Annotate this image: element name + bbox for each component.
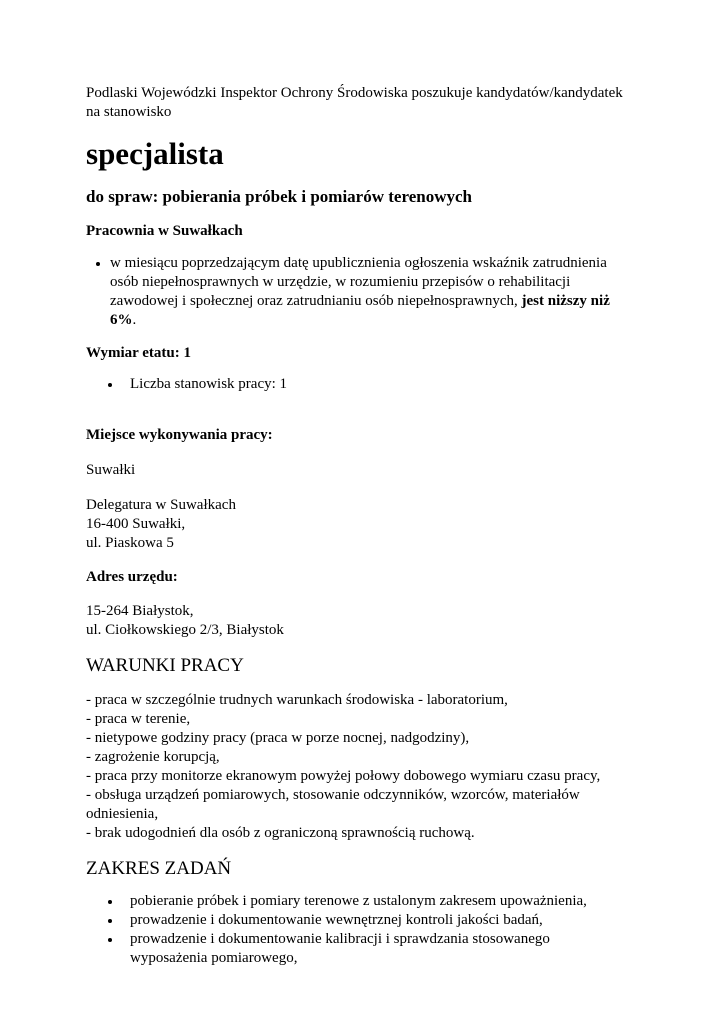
list-item: - obsługa urządzeń pomiarowych, stosowanie odczynników, wzorców, materiałów odniesienia,	[86, 787, 580, 822]
address-line: Delegatura w Suwałkach	[86, 497, 236, 513]
positions-list	[86, 375, 646, 394]
conditions-heading: WARUNKI PRACY	[86, 655, 244, 676]
disability-list	[86, 254, 646, 330]
job-posting	[86, 84, 646, 968]
task-text: pobieranie próbek i pomiary terenowe z ustalonym zakresem upoważnienia,	[130, 893, 587, 909]
list-item	[86, 892, 626, 911]
address-line: 15-264 Białystok,	[86, 603, 194, 619]
list-item	[86, 930, 626, 968]
list-item: - nietypowe godziny pracy (praca w porze nocnej, nadgodziny),	[86, 730, 470, 746]
work-time-label: Wymiar etatu: 1	[86, 345, 191, 361]
tasks-heading: ZAKRES ZADAŃ	[86, 858, 232, 879]
bullet-icon	[96, 262, 100, 266]
disability-note-bold: jest niższy niż 6%	[110, 293, 610, 328]
intro-text: Podlaski Wojewódzki Inspektor Ochrony Środowiska poszukuje kandydatów/kandydatek na stanowisko	[86, 85, 623, 120]
office-label: Adres urzędu:	[86, 569, 178, 585]
delegation-address	[86, 496, 646, 553]
address-line: 16-400 Suwałki,	[86, 516, 186, 532]
address-line: ul. Ciołkowskiego 2/3, Białystok	[86, 622, 284, 638]
tasks-list	[86, 892, 626, 968]
workplace-city: Suwałki	[86, 462, 136, 478]
list-item: - praca w terenie,	[86, 711, 191, 727]
workplace-label: Miejsce wykonywania pracy:	[86, 427, 273, 443]
bullet-icon	[108, 938, 112, 942]
position-subtitle: do spraw: pobierania próbek i pomiarów terenowych	[86, 187, 472, 206]
list-item	[86, 375, 646, 394]
disability-note-text: w miesiącu poprzedzającym datę upublicznienia ogłoszenia wskaźnik zatrudnienia osób niepełnosprawnych w urzędzie, w rozumieniu przepisów o rehabilitacji zawodowej i społecznej oraz zatrudnianiu osób niepełnosprawnych,	[110, 255, 607, 309]
address-line: ul. Piaskowa 5	[86, 535, 174, 551]
office-address	[86, 602, 646, 640]
bullet-icon	[108, 900, 112, 904]
list-item: - brak udogodnień dla osób z ograniczoną sprawnością ruchową.	[86, 825, 475, 841]
list-item: - zagrożenie korupcją,	[86, 749, 220, 765]
conditions-list	[86, 691, 606, 843]
list-item	[86, 254, 630, 330]
task-text: prowadzenie i dokumentowanie wewnętrznej kontroli jakości badań,	[130, 912, 543, 928]
bullet-icon	[108, 919, 112, 923]
bullet-icon	[108, 383, 112, 387]
unit-name: Pracownia w Suwałkach	[86, 223, 243, 239]
list-item: - praca w szczególnie trudnych warunkach środowiska - laboratorium,	[86, 692, 508, 708]
list-item	[86, 911, 626, 930]
positions-count: Liczba stanowisk pracy: 1	[130, 376, 288, 392]
disability-note-end: .	[132, 312, 137, 328]
list-item: - praca przy monitorze ekranowym powyżej połowy dobowego wymiaru czasu pracy,	[86, 768, 601, 784]
position-title: specjalista	[86, 136, 224, 171]
task-text: prowadzenie i dokumentowanie kalibracji i sprawdzania stosowanego wyposażenia pomiarowego,	[130, 931, 550, 966]
